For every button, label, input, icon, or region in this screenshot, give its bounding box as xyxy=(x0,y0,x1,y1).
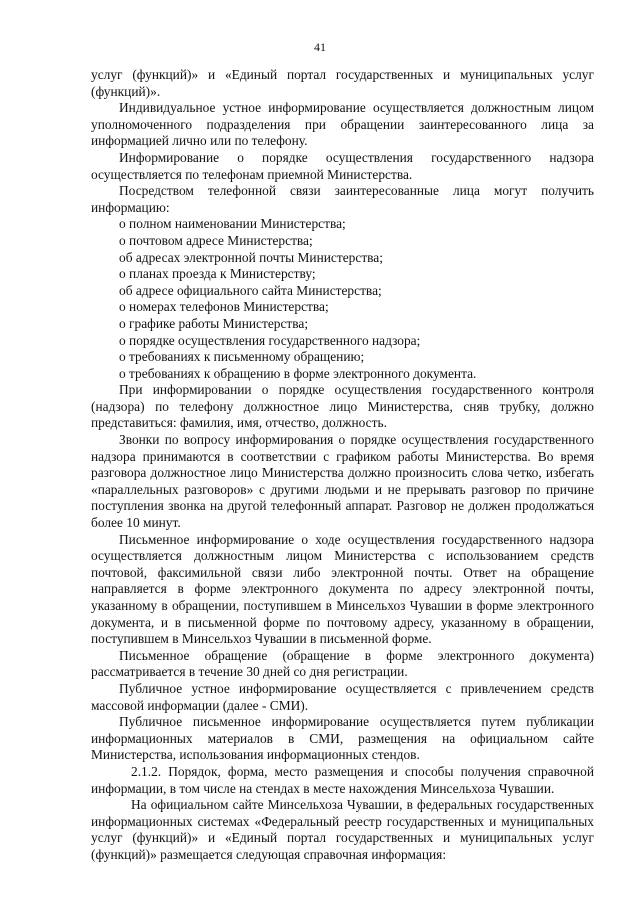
paragraph: Письменное информирование о ходе осуществления государственного надзора осуществляется должностным лицом Министерства с использованием средств почтовой, факсимильной связи либо электронной почты. Ответ на обращение направляется в форме электронного документа по адресу электронной почты, указанному в обращении, поступившем в Минсельхоз Чувашии в форме электронного документа, и в письменной форме по почтовому адресу, указанному в обращении, поступившем в Минсельхоз Чувашии в письменной форме. xyxy=(91,531,594,647)
section-heading: 2.1.2. Порядок, форма, место размещения и способы получения справочной информации, в том числе на стендах в месте нахождения Минсельхоза Чувашии. xyxy=(91,763,594,796)
page-number: 41 xyxy=(314,40,326,54)
list-item: о требованиях к обращению в форме электронного документа. xyxy=(119,365,477,381)
paragraph-continuation: услуг (функций)» и «Единый портал государственных и муниципальных услуг (функций)». xyxy=(91,67,594,99)
paragraph: Публичное письменное информирование осуществляется путем публикации информационных материалов в СМИ, размещения на официальном сайте Министерства, использования информационных стендов. xyxy=(91,714,594,763)
paragraph: Индивидуальное устное информирование осуществляется должностным лицом уполномоченного подразделения при обращении заинтересованного лица за информацией лично или по телефону. xyxy=(91,100,594,149)
list-item: о номерах телефонов Министерства; xyxy=(119,299,329,315)
list-item: о полном наименовании Министерства; xyxy=(119,216,346,232)
paragraph: При информировании о порядке осуществления государственного контроля (надзора) по телефону должностное лицо Министерства, сняв трубку, должно представиться: фамилия, имя, отчество, должность. xyxy=(91,382,594,431)
paragraph: Письменное обращение (обращение в форме электронного документа) рассматривается в течение 30 дней со дня регистрации. xyxy=(91,647,594,680)
list-item: об адресе официального сайта Министерства; xyxy=(119,282,382,298)
paragraph: Посредством телефонной связи заинтересованные лица могут получить информацию: xyxy=(91,183,594,215)
paragraph: Публичное устное информирование осуществляется с привлечением средств массовой информации (далее - СМИ). xyxy=(91,680,594,713)
list-item: о графике работы Министерства; xyxy=(119,315,309,331)
list-item: о почтовом адресе Министерства; xyxy=(119,232,313,248)
document-body xyxy=(91,67,594,864)
list-item: о требованиях к письменному обращению; xyxy=(119,349,365,365)
paragraph: Звонки по вопросу информирования о порядке осуществления государственного надзора принимаются в соответствии с графиком работы Министерства. Во время разговора должностное лицо Министерства должно произносить слова четко, избегать «параллельных разговоров» с другими людьми и не прерывать разговор по причине поступления звонка на другой телефонный аппарат. Разговор не должен продолжаться более 10 минут. xyxy=(91,432,594,531)
paragraph: Информирование о порядке осуществления государственного надзора осуществляется по телефонам приемной Министерства. xyxy=(91,149,594,182)
list-item: о порядке осуществления государственного надзора; xyxy=(119,332,421,348)
list-item: о планах проезда к Министерству; xyxy=(119,266,316,282)
list-item: об адресах электронной почты Министерства; xyxy=(119,249,383,265)
paragraph: На официальном сайте Минсельхоза Чувашии, в федеральных государственных информационных системах «Федеральный реестр государственных и муниципальных услуг (функций)» и «Единый портал государственных и муниципальных услуг (функций)» размещается следующая справочная информация: xyxy=(91,797,594,862)
